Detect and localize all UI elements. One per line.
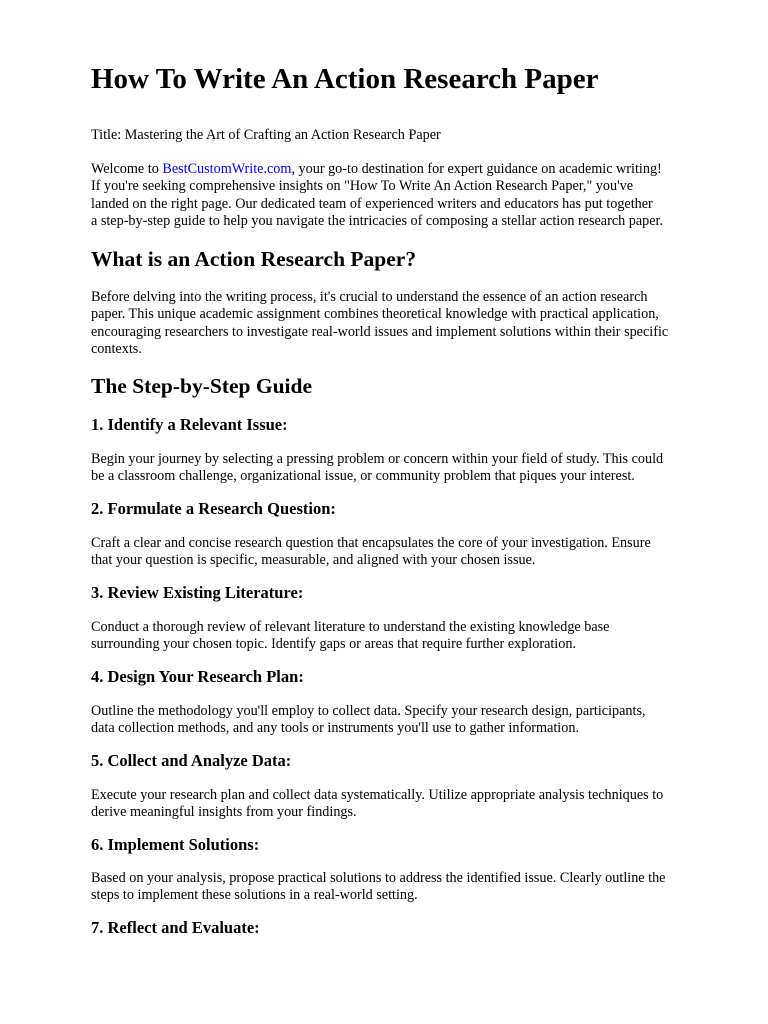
what-is-paragraph [91,289,731,359]
step-paragraph-4 [91,703,731,738]
paragraph-line: Begin your journey by selecting a pressing problem or concern within your field of study. This could [91,451,664,467]
intro-line-1 [91,161,731,178]
step-heading-4: 4. Design Your Research Plan: [91,667,304,686]
intro-line-2: If you're seeking comprehensive insights on "How To Write An Action Research Paper," you've [91,178,634,195]
paragraph-line: Before delving into the writing process, it's crucial to understand the essence of an action research [91,289,648,305]
paragraph-line: surrounding your chosen topic. Identify gaps or areas that require further exploration. [91,636,576,653]
step-paragraph-3 [91,619,731,654]
step-paragraph-1 [91,451,731,486]
paragraph-line: be a classroom challenge, organizational issue, or community problem that piques your interest. [91,468,635,485]
step-paragraph-5 [91,787,731,822]
intro-line-1-rest: , your go-to destination for expert guidance on academic writing! [291,161,662,177]
intro-line-4: a step-by-step guide to help you navigate the intricacies of composing a stellar action research paper. [91,213,664,230]
intro-paragraph [91,161,731,231]
paragraph-line: Outline the methodology you'll employ to collect data. Specify your research design, participants, [91,703,646,719]
step-heading-7: 7. Reflect and Evaluate: [91,918,260,937]
step-heading-5: 5. Collect and Analyze Data: [91,751,292,770]
step-heading-6: 6. Implement Solutions: [91,835,260,854]
paragraph-line: Craft a clear and concise research question that encapsulates the core of your investigation. Ensure [91,535,651,551]
section-heading-guide: The Step-by-Step Guide [91,374,313,398]
paragraph-line: Execute your research plan and collect data systematically. Utilize appropriate analysis techniques to [91,787,664,803]
paragraph-line: steps to implement these solutions in a real-world setting. [91,887,418,904]
paragraph-line: contexts. [91,341,142,358]
step-paragraph-6 [91,870,731,905]
step-paragraph-2 [91,535,731,570]
site-link[interactable]: BestCustomWrite.com [162,161,292,177]
step-heading-2: 2. Formulate a Research Question: [91,499,336,518]
section-heading-what-is: What is an Action Research Paper? [91,247,417,271]
paragraph-line: derive meaningful insights from your findings. [91,804,357,821]
paragraph-line: data collection methods, and any tools or instruments you'll use to gather information. [91,720,579,737]
paragraph-line: that your question is specific, measurable, and aligned with your chosen issue. [91,552,536,569]
paragraph-line: Based on your analysis, propose practical solutions to address the identified issue. Clearly outline the [91,870,666,886]
step-heading-3: 3. Review Existing Literature: [91,583,304,602]
intro-line-3: landed on the right page. Our dedicated team of experienced writers and educators has put together [91,195,653,212]
paragraph-line: paper. This unique academic assignment combines theoretical knowledge with practical application, [91,306,659,323]
step-heading-1: 1. Identify a Relevant Issue: [91,415,288,434]
subtitle-line [91,127,731,144]
paragraph-line: Conduct a thorough review of relevant literature to understand the existing knowledge base [91,619,610,635]
page-title: How To Write An Action Research Paper [91,63,599,95]
subtitle-text: Title: Mastering the Art of Crafting an Action Research Paper [91,127,441,143]
intro-lead: Welcome to [91,161,163,177]
paragraph-line: encouraging researchers to investigate real-world issues and implement solutions within their specific [91,323,669,340]
